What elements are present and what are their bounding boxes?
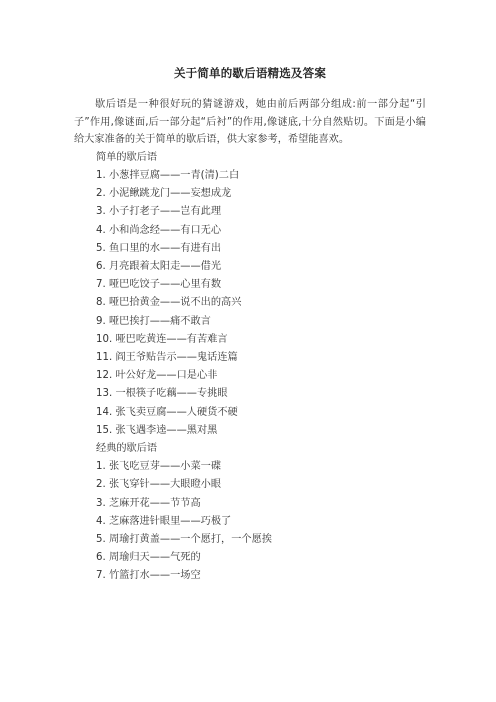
list-item: 4. 小和尚念经——有口无心 (96, 224, 222, 236)
list-item: 1. 张飞吃豆芽——小菜一碟 (96, 461, 222, 473)
list-item: 6. 月亮跟着太阳走——借光 (96, 261, 222, 272)
list-item: 10. 哑巴吃黄连——有苦难言 (96, 333, 228, 345)
section-simple (74, 149, 426, 440)
list-item: 8. 哑巴拾黄金——说不出的高兴 (96, 297, 242, 309)
section-heading: 经典的歇后语 (96, 443, 158, 455)
list-item: 3. 小子打老子——岂有此理 (96, 206, 222, 218)
section-heading: 简单的歇后语 (96, 151, 158, 163)
list-item: 6. 周瑜归天——气死的 (96, 552, 201, 564)
list-item: 1. 小葱拌豆腐——一青(清)二白 (96, 169, 240, 181)
list-item: 14. 张飞卖豆腐——人硬货不硬 (96, 406, 238, 418)
list-item: 5. 鱼口里的水——有进有出 (96, 242, 222, 254)
list-item: 2. 小泥鳅跳龙门——妄想成龙 (96, 188, 232, 200)
section-classic (74, 440, 426, 586)
list-item: 7. 竹篮打水——一场空 (96, 570, 201, 582)
list-item: 13. 一根筷子吃藕——专挑眼 (96, 388, 228, 400)
list-item: 15. 张飞遇李逵——黑对黑 (96, 424, 218, 436)
proverb-list (74, 167, 426, 440)
list-item: 12. 叶公好龙——口是心非 (96, 370, 218, 382)
intro-paragraph: 歇后语是一种很好玩的猜谜游戏，她由前后两部分组成:前一部分起“引子”作用,像谜面,后一部分起“后衬”的作用,像谜底,十分自然贴切。下面是小编给大家准备的关于简单的歇后语，供大家参考，希望能喜欢。 (74, 99, 426, 146)
list-item: 7. 哑巴吃饺子——心里有数 (96, 279, 222, 291)
list-item: 9. 哑巴挨打——痛不敢言 (96, 315, 211, 327)
list-item: 2. 张飞穿针——大眼瞪小眼 (96, 479, 222, 491)
list-item: 11. 阎王爷贴告示——鬼话连篇 (96, 352, 238, 364)
list-item: 4. 芝麻落进针眼里——巧极了 (96, 515, 232, 527)
list-item: 3. 芝麻开花——节节高 (96, 497, 201, 509)
list-item: 5. 周瑜打黄盖——一个愿打，一个愿挨 (96, 534, 272, 546)
proverb-list (74, 458, 426, 585)
page-title: 关于简单的歇后语精选及答案 (173, 66, 327, 80)
